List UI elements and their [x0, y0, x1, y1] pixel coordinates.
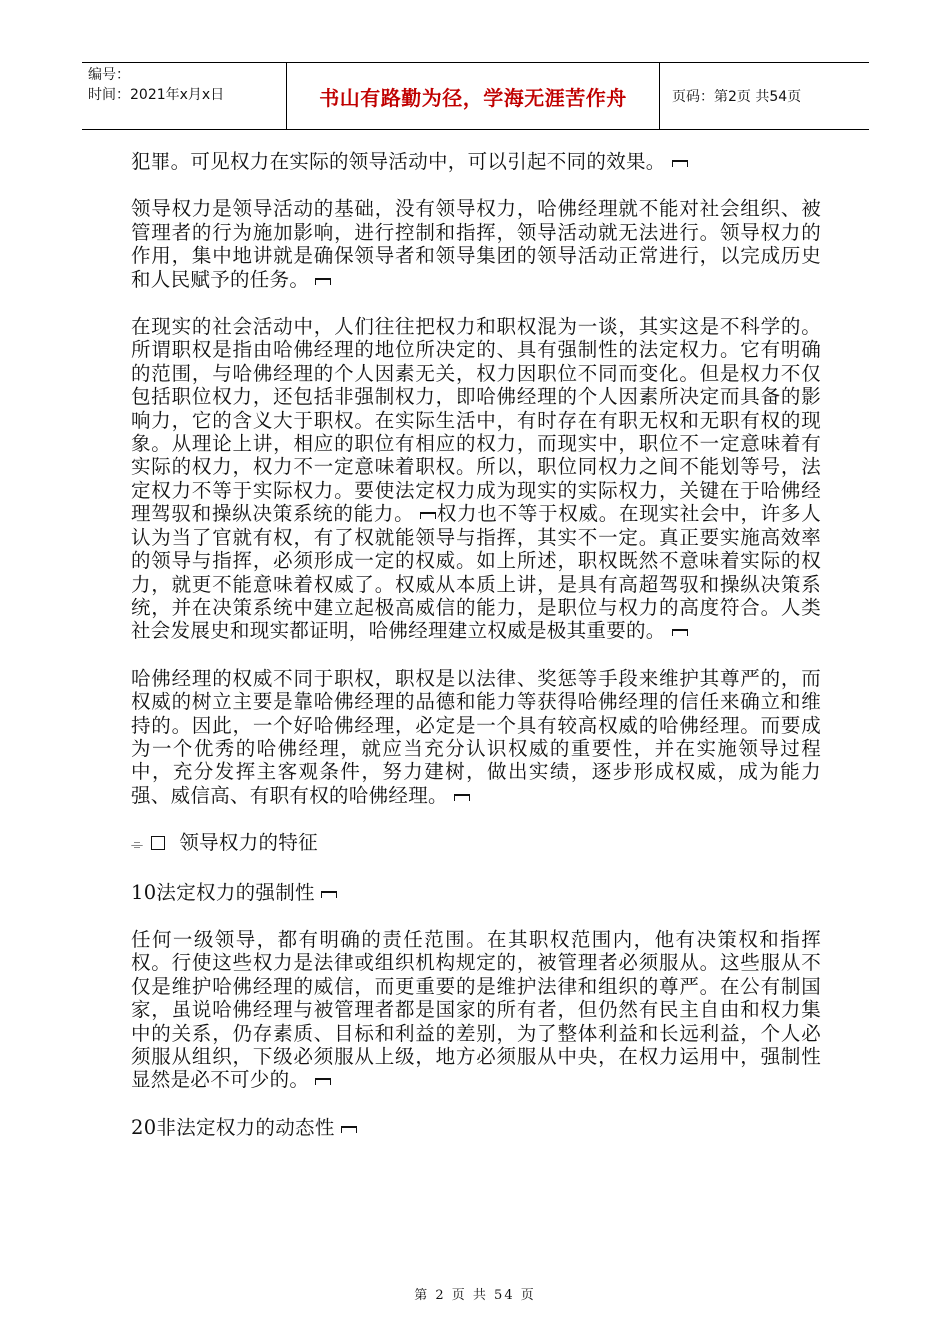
section-prefix-icon: ⌯: [131, 835, 144, 854]
header-page-info: [660, 63, 869, 129]
header-meta: [82, 63, 287, 129]
header-motto-cell: [287, 63, 660, 129]
page-footer: [0, 1284, 950, 1303]
paragraph-text: 在现实的社会活动中，人们往往把权力和职权混为一谈，其实这是不科学的。所谓职权是指由哈佛经理的地位所决定的、具有强制性的法定权力。它有明确的范围，与哈佛经理的个人因素无关，权力因职位不同而变化。但是权力不仅包括职位权力，还包括非强制权力，即哈佛经理的个人因素所决定而具备的影响力，它的含义大于职权。在实际生活中，有时存在有职无权和无职有权的现象。从理论上讲，相应的职位有相应的权力，而现实中，职位不一定意味着有实际的权力，权力不一定意味着职权。所以，职位同权力之间不能划等号，法定权力不等于实际权力。要使法定权力成为现实的实际权力，关键在于哈佛经理驾驭和操纵决策系统的能力。: [131, 315, 821, 526]
paragraph-mark-icon: [321, 891, 337, 898]
document-body: [131, 150, 821, 1163]
subsection-heading: [131, 1116, 821, 1139]
paragraph-mark-icon: [420, 512, 436, 519]
paragraph: [131, 667, 821, 807]
paragraph-mark-icon: [672, 629, 688, 636]
footer-page-number: 第 2 页 共 54 页: [414, 1288, 536, 1303]
paragraph-text: 领导权力是领导活动的基础，没有领导权力，哈佛经理就不能对社会组织、被管理者的行为施加影响，进行控制和指挥，领导活动就无法进行。领导权力的作用，集中地讲就是确保领导者和领导集团的领导活动正常进行，以完成历史和人民赋予的任务。: [131, 197, 821, 291]
paragraph-text: 权力也不等于权威。在现实社会中，许多人认为当了官就有权，有了权就能领导与指挥，其实不一定。真正要实施高效率的领导与指挥，必须形成一定的权威。如上所述，职权既然不意味着实际的权力，就更不能意味着权威了。权威从本质上讲，是具有高超驾驭和操纵决策系统，并在决策系统中建立起极高威信的能力，是职位与权力的高度符合。人类社会发展史和现实都证明，哈佛经理建立权威是极其重要的。: [131, 502, 822, 643]
checkbox-glyph-icon: [151, 836, 165, 850]
paragraph: [131, 928, 821, 1092]
section-heading: [131, 831, 821, 856]
paragraph: [131, 315, 821, 643]
paragraph-mark-icon: [672, 160, 688, 167]
paragraph: [131, 197, 821, 291]
motto-text: 书山有路勤为径，学海无涯苦作舟: [319, 85, 627, 110]
time-label: 时间：2021年x月x日: [88, 87, 225, 103]
paragraph: [131, 150, 821, 173]
subsection-heading-text: 10法定权力的强制性: [131, 880, 315, 904]
page-info-text: 页码：第2页 共54页: [672, 89, 802, 105]
paragraph-mark-icon: [315, 278, 331, 285]
page-header: [82, 62, 869, 130]
subsection-heading-text: 20非法定权力的动态性: [131, 1115, 335, 1139]
paragraph-mark-icon: [454, 794, 470, 801]
paragraph-mark-icon: [315, 1078, 331, 1085]
paragraph-text: 犯罪。可见权力在实际的领导活动中，可以引起不同的效果。: [131, 150, 666, 173]
number-label: 编号：: [88, 67, 130, 83]
paragraph-text: 哈佛经理的权威不同于职权，职权是以法律、奖惩等手段来维护其尊严的，而权威的树立主要是靠哈佛经理的品德和能力等获得哈佛经理的信任来确立和维持的。因此，一个好哈佛经理，必定是一个具有较高权威的哈佛经理。而要成为一个优秀的哈佛经理，就应当充分认识权威的重要性，并在实施领导过程中，充分发挥主客观条件，努力建树，做出实绩，逐步形成权威，成为能力强、威信高、有职有权的哈佛经理。: [131, 666, 821, 807]
section-title: 领导权力的特征: [179, 831, 318, 855]
paragraph-mark-icon: [341, 1126, 357, 1133]
subsection-heading: [131, 881, 821, 904]
paragraph-text: 任何一级领导，都有明确的责任范围。在其职权范围内，他有决策权和指挥权。行使这些权力是法律或组织机构规定的，被管理者必须服从。这些服从不仅是维护哈佛经理的威信，而更重要的是维护法律和组织的尊严。在公有制国家，虽说哈佛经理与被管理者都是国家的所有者，但仍然有民主自由和权力集中的关系，仍存素质、目标和利益的差别，为了整体利益和长远利益，个人必须服从组织，下级必须服从上级，地方必须服从中央，在权力运用中，强制性显然是必不可少的。: [131, 927, 821, 1092]
